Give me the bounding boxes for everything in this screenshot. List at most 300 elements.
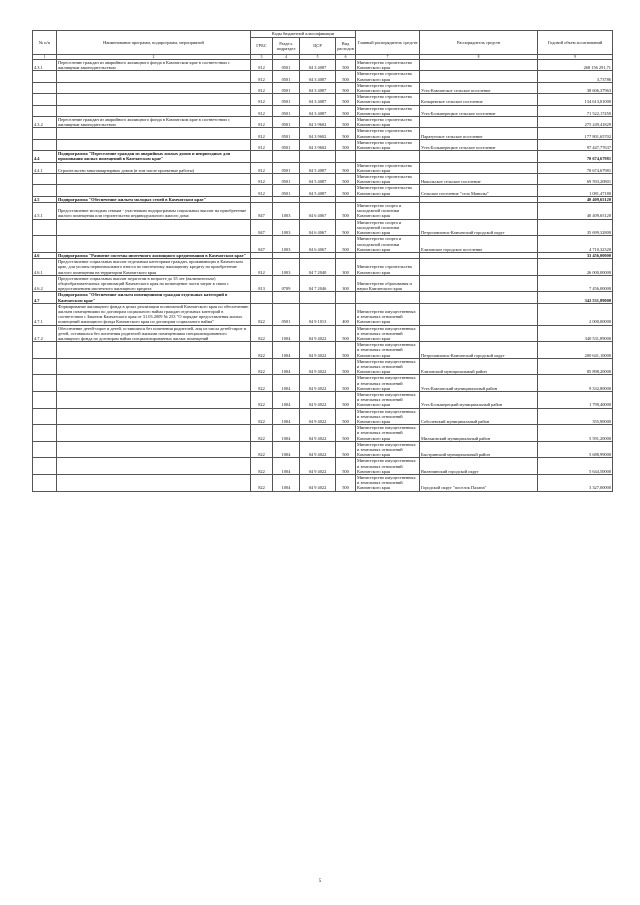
cell-manager: Усть-Большерецкое сельское поселение [420,139,538,150]
cell-csr [300,151,336,162]
cell-name: Подпрограмма "Переселение граждан из аварийных жилых домов и непригодных для проживания жилых помещений в Камчатском крае" [57,151,251,162]
cell-csr: 04 3 4087 [300,82,336,93]
cell-vr: 400 [336,303,356,325]
cell-vr: 500 [336,94,356,105]
cell-manager: Елизовское городское поселение [420,236,538,253]
cell-manager: Козыревское сельское поселение [420,94,538,105]
cell-razdel: 0501 [273,185,300,196]
cell-num [33,71,57,82]
cell-manager: Сельское поселение "село Манилы" [420,185,538,196]
cell-manager [420,303,538,325]
budget-table [32,30,613,492]
cell-grbs: 812 [251,185,273,196]
cell-num: 4.5.1 [33,203,57,220]
header-num: № п/п [33,31,57,55]
cell-vr: 500 [336,174,356,185]
cell-num [33,219,57,236]
cell-num [33,342,57,359]
cell-grbs: 822 [251,458,273,475]
cell-num: 4.3.2 [33,117,57,128]
cell-num: 4.7.2 [33,325,57,342]
cell-num: 4.4.1 [33,162,57,173]
column-index: 8 [420,55,538,60]
cell-vr: 500 [336,458,356,475]
cell-main-manager: Министерство имущественных и земельных отношений Камчатского края [356,375,420,392]
cell-grbs: 813 [251,275,273,292]
table-row [33,259,613,276]
table-row [33,458,613,475]
cell-csr: 04 9 4022 [300,475,336,492]
document-page [32,30,612,492]
cell-manager: Вилючинский городской округ [420,458,538,475]
cell-name [57,128,251,139]
column-index: 9 [538,55,613,60]
header-vr: Вид расходов [336,38,356,55]
cell-amount: 33 456,00000 [538,252,613,258]
table-body [33,60,613,492]
cell-num [33,425,57,442]
table-row [33,375,613,392]
cell-vr: 500 [336,425,356,442]
cell-name: Формирование жилищного фонда в целях реализации полномочий Камчатского края по обеспечению жильем помещениями по договорам социального найма граждан отдельных категорий в соответствии с Законом Камчатского края от 31.03.2009 № 253 "О порядке предоставления жилых помещений жилищного фонда Камчатского края по договорам социального найма" [57,303,251,325]
cell-main-manager: Министерство строительства Камчатского края [356,185,420,196]
cell-csr: 04 3 4087 [300,60,336,71]
header-grbs: ГРБС [251,38,273,55]
cell-grbs: 812 [251,60,273,71]
cell-manager [420,71,538,82]
cell-grbs: 822 [251,325,273,342]
cell-amount: 1 081,47180 [538,185,613,196]
cell-grbs: 812 [251,259,273,276]
cell-vr: 500 [336,358,356,375]
cell-amount: 4 710,32320 [538,236,613,253]
cell-manager: Петропавловск-Камчатский городской округ [420,342,538,359]
column-index: 3 [251,55,273,60]
cell-manager: Соболевский муниципальный район [420,408,538,425]
cell-num [33,391,57,408]
table-row [33,475,613,492]
cell-main-manager: Министерство строительства Камчатского края [356,60,420,71]
cell-name [57,105,251,116]
cell-vr: 500 [336,117,356,128]
cell-csr: 04 9 1013 [300,303,336,325]
cell-csr: 04 6 4067 [300,203,336,220]
cell-name [57,458,251,475]
cell-csr: 04 6 4067 [300,219,336,236]
cell-num [33,174,57,185]
cell-num: 4.6.1 [33,259,57,276]
cell-manager: Паратунское сельское поселение [420,128,538,139]
cell-name [57,82,251,93]
cell-main-manager: Министерство имущественных и земельных отношений Камчатского края [356,458,420,475]
cell-amount: 342 531,89000 [538,292,613,303]
cell-main-manager: Министерство имущественных и земельных отношений Камчатского края [356,342,420,359]
cell-vr: 500 [336,391,356,408]
table-row [33,408,613,425]
cell-razdel [273,292,300,303]
cell-amount: 5 688,99000 [538,441,613,458]
cell-amount: 275 249,41829 [538,117,613,128]
cell-manager [420,60,538,71]
cell-num: 4.7 [33,292,57,303]
cell-num [33,185,57,196]
cell-vr: 500 [336,82,356,93]
cell-vr: 500 [336,375,356,392]
table-header [33,31,613,60]
cell-name [57,475,251,492]
cell-name [57,425,251,442]
cell-razdel: 1003 [273,203,300,220]
cell-razdel: 0501 [273,128,300,139]
cell-amount: 40 409,65120 [538,196,613,202]
cell-main-manager: Министерство имущественных и земельных отношений Камчатского края [356,391,420,408]
cell-main-manager [356,292,420,303]
cell-num: 4.4 [33,151,57,162]
table-row [33,185,613,196]
cell-vr: 500 [336,128,356,139]
cell-vr: 500 [336,342,356,359]
table-row [33,128,613,139]
cell-manager: Никольское сельское поселение [420,174,538,185]
cell-amount: 85 898,20000 [538,358,613,375]
cell-main-manager: Министерство имущественных и земельных отношений Камчатского края [356,425,420,442]
cell-amount: 3,73786 [538,71,613,82]
cell-grbs: 812 [251,71,273,82]
cell-name [57,236,251,253]
cell-grbs: 812 [251,94,273,105]
cell-amount: 26 000,00000 [538,259,613,276]
cell-main-manager: Министерство имущественных и земельных отношений Камчатского края [356,408,420,425]
cell-razdel: 1003 [273,259,300,276]
cell-vr: 500 [336,139,356,150]
cell-main-manager: Министерство строительства Камчатского края [356,71,420,82]
cell-main-manager: Министерство имущественных и земельных отношений Камчатского края [356,303,420,325]
cell-amount: 340 531,89000 [538,325,613,342]
cell-vr: 500 [336,162,356,173]
cell-vr: 500 [336,236,356,253]
cell-name: Подпрограмма "Обеспечение жильем помещениями граждан отдельных категорий в Камчатском крае" [57,292,251,303]
cell-razdel: 1004 [273,458,300,475]
cell-name: Предоставление социальных выплат педагогам в возрасте до 35 лет (включительно) общеобразовательных организаций Камчатского края на возмещение части затрат в связи с предоставлением ипотечного жилищного кредита [57,275,251,292]
cell-grbs: 822 [251,358,273,375]
header-razdel: Раздел, подраздел [273,38,300,55]
cell-num [33,236,57,253]
cell-csr: 04 9 4022 [300,358,336,375]
cell-manager: Усть-Камчатский муниципальный район [420,375,538,392]
cell-manager [420,292,538,303]
cell-amount: 268 156 291,71 [538,60,613,71]
cell-name: Переселение граждан из аварийного жилищного фонда в Камчатском крае в соответствии с жилищным законодательством [57,60,251,71]
cell-razdel: 0709 [273,275,300,292]
cell-razdel: 1004 [273,325,300,342]
cell-amount: 177 801,65702 [538,128,613,139]
cell-name [57,391,251,408]
page-number: 5 [318,879,322,884]
cell-main-manager: Министерство образования и науки Камчатского края [356,275,420,292]
cell-grbs: 822 [251,303,273,325]
header-csr: ЦСР [300,38,336,55]
cell-amount: 71 522,17450 [538,105,613,116]
table-row [33,275,613,292]
cell-name [57,71,251,82]
cell-vr: 500 [336,408,356,425]
cell-amount: 5 591,20000 [538,425,613,442]
cell-amount: 35 699,32800 [538,219,613,236]
cell-razdel: 0501 [273,82,300,93]
cell-vr: 300 [336,275,356,292]
cell-main-manager: Министерство имущественных и земельных отношений Камчатского края [356,475,420,492]
cell-main-manager: Министерство строительства Камчатского края [356,174,420,185]
cell-name [57,185,251,196]
header-main-manager: Главный распорядитель средств [356,31,420,55]
cell-manager [420,275,538,292]
cell-manager [420,117,538,128]
cell-num [33,458,57,475]
cell-razdel: 1004 [273,342,300,359]
cell-csr: 04 9 4022 [300,325,336,342]
cell-main-manager: Министерство строительства Камчатского края [356,139,420,150]
cell-razdel: 1004 [273,425,300,442]
cell-num [33,82,57,93]
cell-main-manager: Министерство имущественных и земельных отношений Камчатского края [356,441,420,458]
cell-amount: 70 674,67981 [538,162,613,173]
cell-amount: 69 593,20801 [538,174,613,185]
cell-razdel: 0501 [273,105,300,116]
cell-main-manager: Министерство строительства Камчатского края [356,94,420,105]
cell-csr: 04 9 4022 [300,342,336,359]
cell-razdel: 0501 [273,162,300,173]
cell-name [57,408,251,425]
cell-main-manager: Министерство имущественных и земельных отношений Камчатского края [356,325,420,342]
cell-csr: 04 6 4067 [300,236,336,253]
cell-vr [336,292,356,303]
cell-csr: 04 9 4022 [300,391,336,408]
cell-grbs: 847 [251,219,273,236]
cell-csr: 04 9 4022 [300,441,336,458]
cell-name: Предоставление социальных выплат отдельным категориям граждан, проживающих в Камчатском крае, для уплаты первоначального взноса по ипотечному жилищному кредиту на приобретение жилого помещения на территории Камчатского края [57,259,251,276]
cell-razdel: 1003 [273,219,300,236]
column-index: 5 [300,55,336,60]
cell-amount: 40 409,65120 [538,203,613,220]
cell-main-manager: Министерство строительства Камчатского края [356,105,420,116]
cell-name [57,94,251,105]
cell-csr: 04 3 9602 [300,117,336,128]
cell-main-manager: Министерство спорта и молодежной политики Камчатского края [356,203,420,220]
cell-grbs: 847 [251,236,273,253]
cell-grbs: 812 [251,117,273,128]
cell-razdel: 1004 [273,358,300,375]
subprogram-row [33,151,613,162]
cell-csr: 04 9 4022 [300,375,336,392]
cell-num: 4.6 [33,252,57,258]
cell-amount: 200 641,10000 [538,342,613,359]
cell-csr: 04 9 4022 [300,458,336,475]
table-row [33,105,613,116]
cell-razdel: 0501 [273,117,300,128]
cell-grbs: 812 [251,139,273,150]
cell-name: Подпрограмма "Обеспечение жильем молодых семей в Камчатском крае" [57,196,251,202]
cell-main-manager: Министерство имущественных и земельных отношений Камчатского края [356,358,420,375]
table-row [33,391,613,408]
cell-num [33,139,57,150]
cell-main-manager: Министерство строительства Камчатского края [356,128,420,139]
cell-amount: 1 799,40000 [538,391,613,408]
cell-num [33,408,57,425]
cell-num: 4.5 [33,196,57,202]
cell-csr: 04 3 4087 [300,94,336,105]
cell-csr: 04 5 4087 [300,174,336,185]
cell-csr: 04 9 4022 [300,408,336,425]
cell-name [57,441,251,458]
cell-manager: Быстринский муниципальный район [420,441,538,458]
cell-csr: 04 3 4087 [300,105,336,116]
table-row [33,174,613,185]
cell-manager [420,325,538,342]
cell-grbs: 822 [251,391,273,408]
cell-vr: 500 [336,185,356,196]
cell-manager: Петропавловск-Камчатский городской округ [420,219,538,236]
table-row [33,117,613,128]
cell-amount: 2 000,00000 [538,303,613,325]
cell-grbs: 812 [251,105,273,116]
table-row [33,325,613,342]
cell-main-manager: Министерство строительства Камчатского края [356,162,420,173]
cell-main-manager: Министерство строительства Камчатского края [356,82,420,93]
cell-grbs: 822 [251,475,273,492]
cell-name [57,219,251,236]
cell-razdel [273,151,300,162]
cell-main-manager: Министерство спорта и молодежной политики Камчатского края [356,236,420,253]
header-manager: Распорядитель средств [420,31,538,55]
cell-vr: 500 [336,60,356,71]
cell-razdel: 0501 [273,139,300,150]
cell-vr: 500 [336,71,356,82]
table-row [33,342,613,359]
column-index: 4 [273,55,300,60]
table-row [33,441,613,458]
cell-razdel: 1004 [273,441,300,458]
cell-num: 4.6.2 [33,275,57,292]
cell-manager: Городской округ "поселок Палана" [420,475,538,492]
cell-razdel: 1004 [273,391,300,408]
table-row [33,358,613,375]
cell-amount: 97 447,77637 [538,139,613,150]
cell-grbs: 812 [251,174,273,185]
cell-name [57,342,251,359]
cell-num [33,441,57,458]
cell-razdel: 0501 [273,60,300,71]
cell-csr: 04 9 4022 [300,425,336,442]
cell-csr: 04 7 2040 [300,259,336,276]
cell-manager [420,203,538,220]
cell-num [33,475,57,492]
cell-amount: 9 332,80000 [538,375,613,392]
cell-grbs: 822 [251,425,273,442]
cell-vr: 500 [336,441,356,458]
cell-amount: 38 606,37963 [538,82,613,93]
cell-num [33,94,57,105]
header-amount: Годовой объем ассигнований [538,31,613,55]
table-row [33,60,613,71]
cell-csr: 04 7 2046 [300,275,336,292]
cell-num: 4.3.1 [33,60,57,71]
cell-grbs [251,151,273,162]
cell-name: Подпрограмма "Развитие системы ипотечного жилищного кредитования в Камчатском крае" [57,252,251,258]
cell-razdel: 1004 [273,475,300,492]
column-index: 6 [336,55,356,60]
cell-name [57,174,251,185]
cell-grbs [251,292,273,303]
cell-vr: 300 [336,259,356,276]
cell-amount: 5 644,50000 [538,458,613,475]
cell-vr: 500 [336,475,356,492]
cell-csr: 04 3 4087 [300,71,336,82]
header-name: Наименование программ, подпрограмм, мероприятий [57,31,251,55]
cell-name [57,139,251,150]
cell-manager: Мильковский муниципальный район [420,425,538,442]
table-row [33,94,613,105]
cell-name: Переселение граждан из аварийного жилищного фонда в Камчатском крае в соответствии с жилищным законодательством [57,117,251,128]
cell-manager: Усть-Большерецкое сельское поселение [420,105,538,116]
cell-razdel: 1004 [273,408,300,425]
cell-name [57,358,251,375]
table-row [33,425,613,442]
cell-num: 4.7.1 [33,303,57,325]
cell-vr: 500 [336,203,356,220]
cell-razdel: 0501 [273,94,300,105]
cell-grbs: 812 [251,162,273,173]
cell-razdel: 0501 [273,303,300,325]
cell-amount: 70 674,67981 [538,151,613,162]
cell-num [33,128,57,139]
header-codes-group: Коды бюджетной классификации [251,31,356,38]
cell-vr: 500 [336,325,356,342]
column-index: 1 [33,55,57,60]
cell-manager [420,162,538,173]
cell-grbs: 812 [251,82,273,93]
table-row [33,162,613,173]
cell-main-manager [356,151,420,162]
cell-main-manager: Министерство строительства Камчатского края [356,117,420,128]
cell-razdel: 0501 [273,174,300,185]
cell-csr: 04 5 4087 [300,162,336,173]
table-row [33,203,613,220]
cell-num [33,105,57,116]
cell-main-manager: Министерство строительства Камчатского края [356,259,420,276]
cell-grbs: 822 [251,408,273,425]
cell-num [33,358,57,375]
cell-grbs: 847 [251,203,273,220]
cell-amount: 3 327,00000 [538,475,613,492]
cell-manager [420,259,538,276]
table-row [33,219,613,236]
table-row [33,82,613,93]
cell-name: Строительство многоквартирных домов (в том числе проектные работы) [57,162,251,173]
subprogram-row [33,292,613,303]
cell-name: Обеспечение детей-сирот и детей, оставшихся без попечения родителей, лиц из числа детей-сирот и детей, оставшихся без попечения родителей жилыми помещениями специализированного жилищного фонда по договорам найма специализированных жилых помещений [57,325,251,342]
cell-razdel: 0501 [273,71,300,82]
cell-csr: 04 3 9602 [300,139,336,150]
table-row [33,236,613,253]
cell-razdel: 1004 [273,375,300,392]
table-row [33,71,613,82]
cell-main-manager: Министерство спорта и молодежной политики Камчатского края [356,219,420,236]
cell-vr: 500 [336,105,356,116]
cell-manager: Усть-Большерецкий муниципальный район [420,391,538,408]
cell-manager: Усть-Камчатское сельское поселение [420,82,538,93]
column-index: 7 [356,55,420,60]
cell-grbs: 822 [251,441,273,458]
